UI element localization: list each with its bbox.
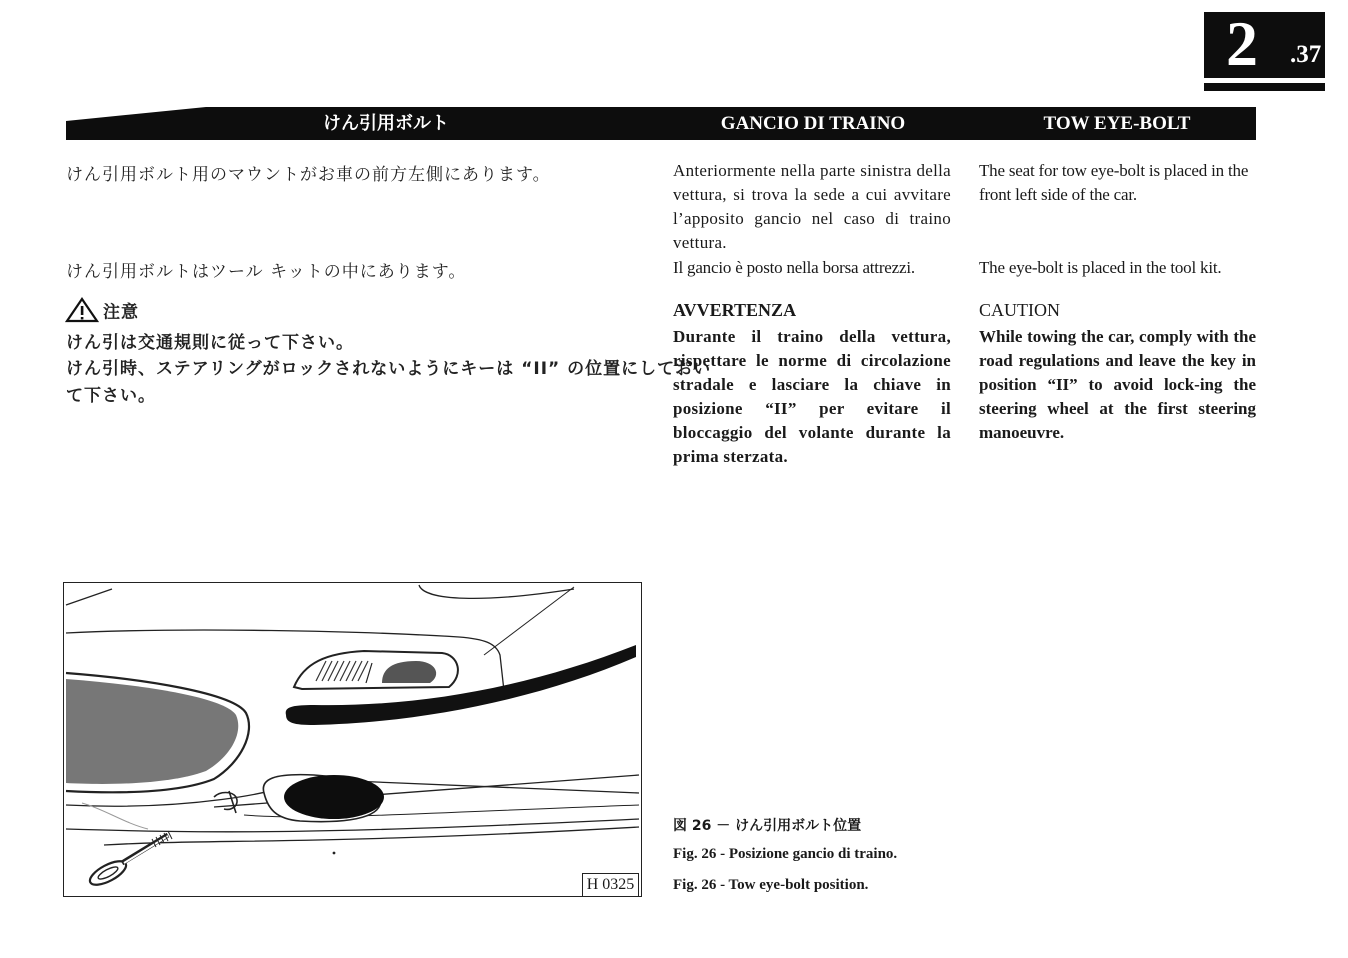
jp-caution-line-3: て下さい。	[66, 386, 156, 406]
header-japanese: けん引用ボルト	[323, 113, 449, 134]
page-number-major: 2	[1226, 8, 1258, 79]
figure-caption-italian: Fig. 26 - Posizione gancio di traino.	[673, 846, 898, 862]
jp-caution-line-2: けん引時、ステアリングがロックされないようにキーは “II” の位置にしておい	[66, 359, 712, 379]
en-paragraph-2: The eye-bolt is placed in the tool kit.	[979, 258, 1222, 277]
figure-code-text: H 0325	[586, 876, 635, 893]
tow-eye-bolt-illustration	[63, 582, 642, 897]
it-paragraph-2: Il gancio è posto nella borsa attrezzi.	[673, 258, 915, 277]
it-paragraph-1: Anteriormente nella parte sinistra della vettura, si trova la sede a cui avvitare l’apposito gancio nel caso di traino vettura.	[673, 161, 951, 252]
page-number-underline	[1204, 83, 1325, 91]
jp-caution-heading	[65, 297, 139, 323]
car-front-drawing	[64, 583, 640, 895]
warning-triangle-icon	[65, 297, 99, 323]
en-caution-text: While towing the car, comply with the road regulations and leave the key in position “II” to avoid lock-ing the steering wheel at the first steering manoeuvre.	[979, 327, 1256, 442]
page-number-box	[1204, 8, 1325, 79]
header-english: TOW EYE-BOLT	[1043, 113, 1191, 134]
en-caution-title: CAUTION	[979, 300, 1060, 320]
header-italian: GANCIO DI TRAINO	[720, 113, 906, 134]
en-paragraph-1: The seat for tow eye-bolt is placed in the front left side of the car.	[979, 161, 1249, 204]
it-caution-title: AVVERTENZA	[673, 300, 797, 320]
jp-paragraph-1: けん引用ボルト用のマウントがお車の前方左側にあります。	[66, 165, 551, 185]
jp-caution-line-1: けん引は交通規則に従って下さい。	[66, 333, 354, 353]
jp-paragraph-2: けん引用ボルトはツール キットの中にあります。	[66, 262, 467, 282]
figure-caption-japanese: 図 26 － けん引用ボルト位置	[673, 818, 862, 834]
it-caution-text: Durante il traino della vettura, rispettare le norme di circolazione stradale e lasciare la chiave in posizione “II” per evitare il bloccaggio del volante durante la prima sterzata.	[673, 327, 951, 466]
figure-caption-english: Fig. 26 - Tow eye-bolt position.	[673, 877, 869, 893]
page-number-minor: .37	[1290, 41, 1322, 68]
jp-caution-title: 注意	[103, 302, 139, 323]
figure-code-label	[582, 873, 639, 897]
